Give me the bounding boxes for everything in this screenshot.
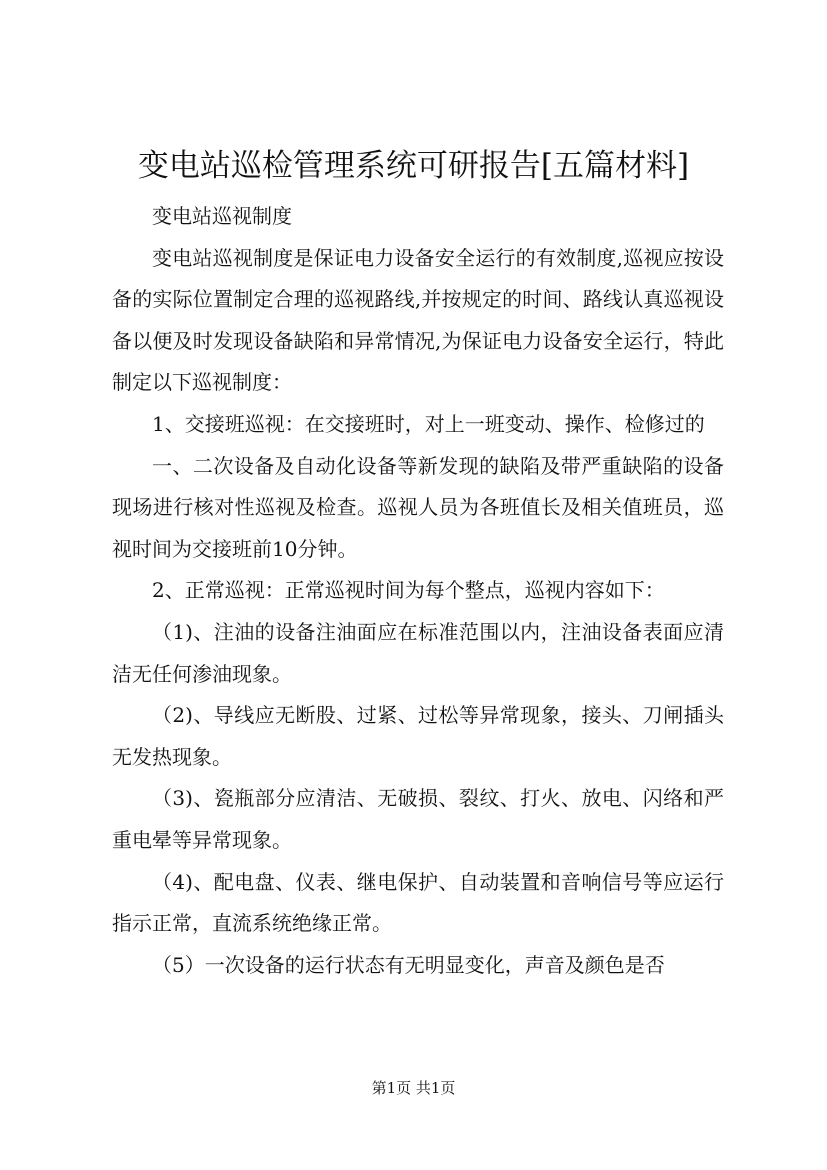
paragraph: （5）一次设备的运行状态有无明显变化，声音及颜色是否 <box>152 952 665 977</box>
paragraph: 1、交接班巡视：在交接班时，对上一班变动、操作、检修过的 <box>152 411 705 436</box>
section-heading: 变电站巡视制度 <box>152 204 292 228</box>
page-footer: 第1页 共1页 <box>371 1079 456 1097</box>
paragraph: （4)、配电盘、仪表、继电保护、自动装置和音响信号等应运行指示正常，直流系统绝缘正常。 <box>112 869 724 936</box>
paragraph: （3)、瓷瓶部分应清洁、无破损、裂纹、打火、放电、闪络和严重电晕等异常现象。 <box>112 786 724 852</box>
paragraph: （2)、导线应无断股、过紧、过松等异常现象，接头、刀闸插头无发热现象。 <box>112 703 724 769</box>
paragraph: （1)、注油的设备注油面应在标准范围以内，注油设备表面应清洁无任何渗油现象。 <box>112 619 724 686</box>
paragraph: 一、二次设备及自动化设备等新发现的缺陷及带严重缺陷的设备现场进行核对性巡视及检查。巡视人员为各班值长及相关值班员，巡视时间为交接班前10分钟。 <box>112 453 724 561</box>
document-body <box>112 196 724 986</box>
paragraph: 2、正常巡视：正常巡视时间为每个整点，巡视内容如下： <box>152 578 665 603</box>
document-title: 变电站巡检管理系统可研报告[五篇材料] <box>137 148 690 184</box>
paragraph: 变电站巡视制度是保证电力设备安全运行的有效制度,巡视应按设备的实际位置制定合理的巡视路线,并按规定的时间、路线认真巡视设备以便及时发现设备缺陷和异常情况,为保证电力设备安全运行，特此制定以下巡视制度： <box>112 245 724 395</box>
